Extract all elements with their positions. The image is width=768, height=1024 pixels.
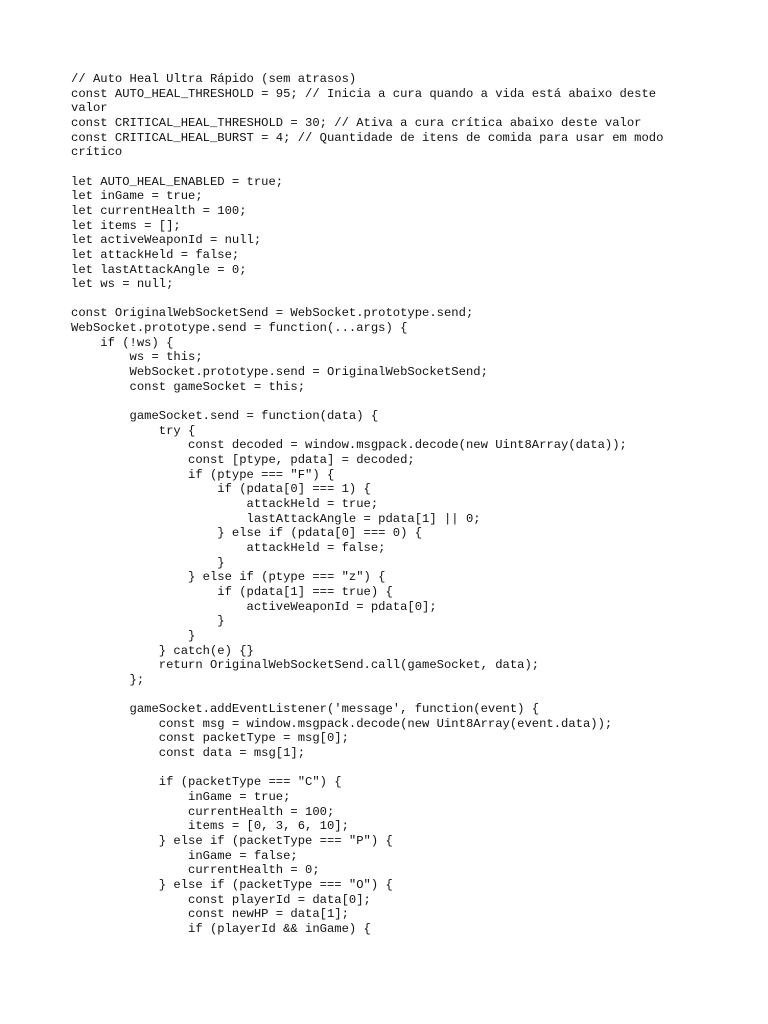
code-line: let currentHealth = 100; bbox=[71, 203, 247, 218]
code-line: WebSocket.prototype.send = function(...args) { bbox=[71, 321, 408, 336]
code-line: // Auto Heal Ultra Rápido (sem atrasos) bbox=[71, 72, 357, 86]
code-line: } catch(e) {} bbox=[71, 643, 254, 658]
code-line: crítico bbox=[71, 145, 123, 160]
code-line: } else if (ptype === "z") { bbox=[71, 570, 386, 585]
code-line: const msg = window.msgpack.decode(new Uint8Array(event.data)); bbox=[71, 716, 613, 731]
code-line: inGame = true; bbox=[71, 790, 291, 805]
code-line: attackHeld = true; bbox=[71, 496, 379, 511]
code-line: let lastAttackAngle = 0; bbox=[71, 262, 247, 277]
code-line bbox=[71, 160, 711, 175]
code-line bbox=[71, 394, 711, 409]
code-line: const gameSocket = this; bbox=[71, 379, 306, 394]
code-line: } else if (packetType === "P") { bbox=[71, 834, 393, 849]
code-line: let AUTO_HEAL_ENABLED = true; bbox=[71, 174, 284, 189]
code-line: } bbox=[71, 628, 196, 643]
code-line: const playerId = data[0]; bbox=[71, 892, 371, 907]
code-line: } else if (pdata[0] === 0) { bbox=[71, 526, 423, 541]
code-line: if (ptype === "F") { bbox=[71, 467, 335, 482]
code-line: if (pdata[1] === true) { bbox=[71, 584, 393, 599]
code-line: if (pdata[0] === 1) { bbox=[71, 482, 371, 497]
code-line: const OriginalWebSocketSend = WebSocket.prototype.send; bbox=[71, 306, 474, 321]
code-line: } bbox=[71, 555, 225, 570]
code-line: const decoded = window.msgpack.decode(new Uint8Array(data)); bbox=[71, 438, 627, 453]
code-line: const CRITICAL_HEAL_THRESHOLD = 30; // Ativa a cura crítica abaixo deste valor bbox=[71, 115, 642, 130]
code-line: } bbox=[71, 614, 225, 629]
code-line: let ws = null; bbox=[71, 277, 174, 292]
code-line: lastAttackAngle = pdata[1] || 0; bbox=[71, 511, 481, 526]
code-line: WebSocket.prototype.send = OriginalWebSocketSend; bbox=[71, 365, 488, 380]
code-line bbox=[71, 761, 711, 776]
code-line: const packetType = msg[0]; bbox=[71, 731, 349, 746]
code-line: inGame = false; bbox=[71, 848, 298, 863]
code-line: items = [0, 3, 6, 10]; bbox=[71, 819, 349, 834]
code-line: currentHealth = 100; bbox=[71, 804, 335, 819]
code-line: const data = msg[1]; bbox=[71, 746, 306, 761]
code-line: if (playerId && inGame) { bbox=[71, 921, 371, 936]
code-line: try { bbox=[71, 423, 196, 438]
code-line: return OriginalWebSocketSend.call(gameSocket, data); bbox=[71, 658, 540, 673]
code-line: } else if (packetType === "O") { bbox=[71, 878, 393, 893]
code-line: if (packetType === "C") { bbox=[71, 775, 342, 790]
code-line: const newHP = data[1]; bbox=[71, 907, 349, 922]
code-line: const CRITICAL_HEAL_BURST = 4; // Quantidade de itens de comida para usar em modo bbox=[71, 130, 664, 145]
code-line: currentHealth = 0; bbox=[71, 863, 320, 878]
code-line: let activeWeaponId = null; bbox=[71, 233, 262, 248]
code-line bbox=[71, 688, 711, 703]
code-line: const AUTO_HEAL_THRESHOLD = 95; // Inicia a cura quando a vida está abaixo deste bbox=[71, 86, 657, 101]
code-line bbox=[71, 292, 711, 307]
code-line: if (!ws) { bbox=[71, 335, 174, 350]
code-line: activeWeaponId = pdata[0]; bbox=[71, 599, 437, 614]
code-line: let inGame = true; bbox=[71, 189, 203, 204]
code-line: gameSocket.send = function(data) { bbox=[71, 409, 379, 424]
code-line: const [ptype, pdata] = decoded; bbox=[71, 453, 415, 468]
code-block bbox=[71, 72, 711, 937]
code-line: let attackHeld = false; bbox=[71, 247, 240, 262]
code-line: gameSocket.addEventListener('message', function(event) { bbox=[71, 702, 540, 717]
code-line: }; bbox=[71, 672, 145, 687]
code-line: ws = this; bbox=[71, 350, 203, 365]
code-line: let items = []; bbox=[71, 218, 181, 233]
code-line: attackHeld = false; bbox=[71, 540, 386, 555]
code-line: valor bbox=[71, 101, 108, 116]
